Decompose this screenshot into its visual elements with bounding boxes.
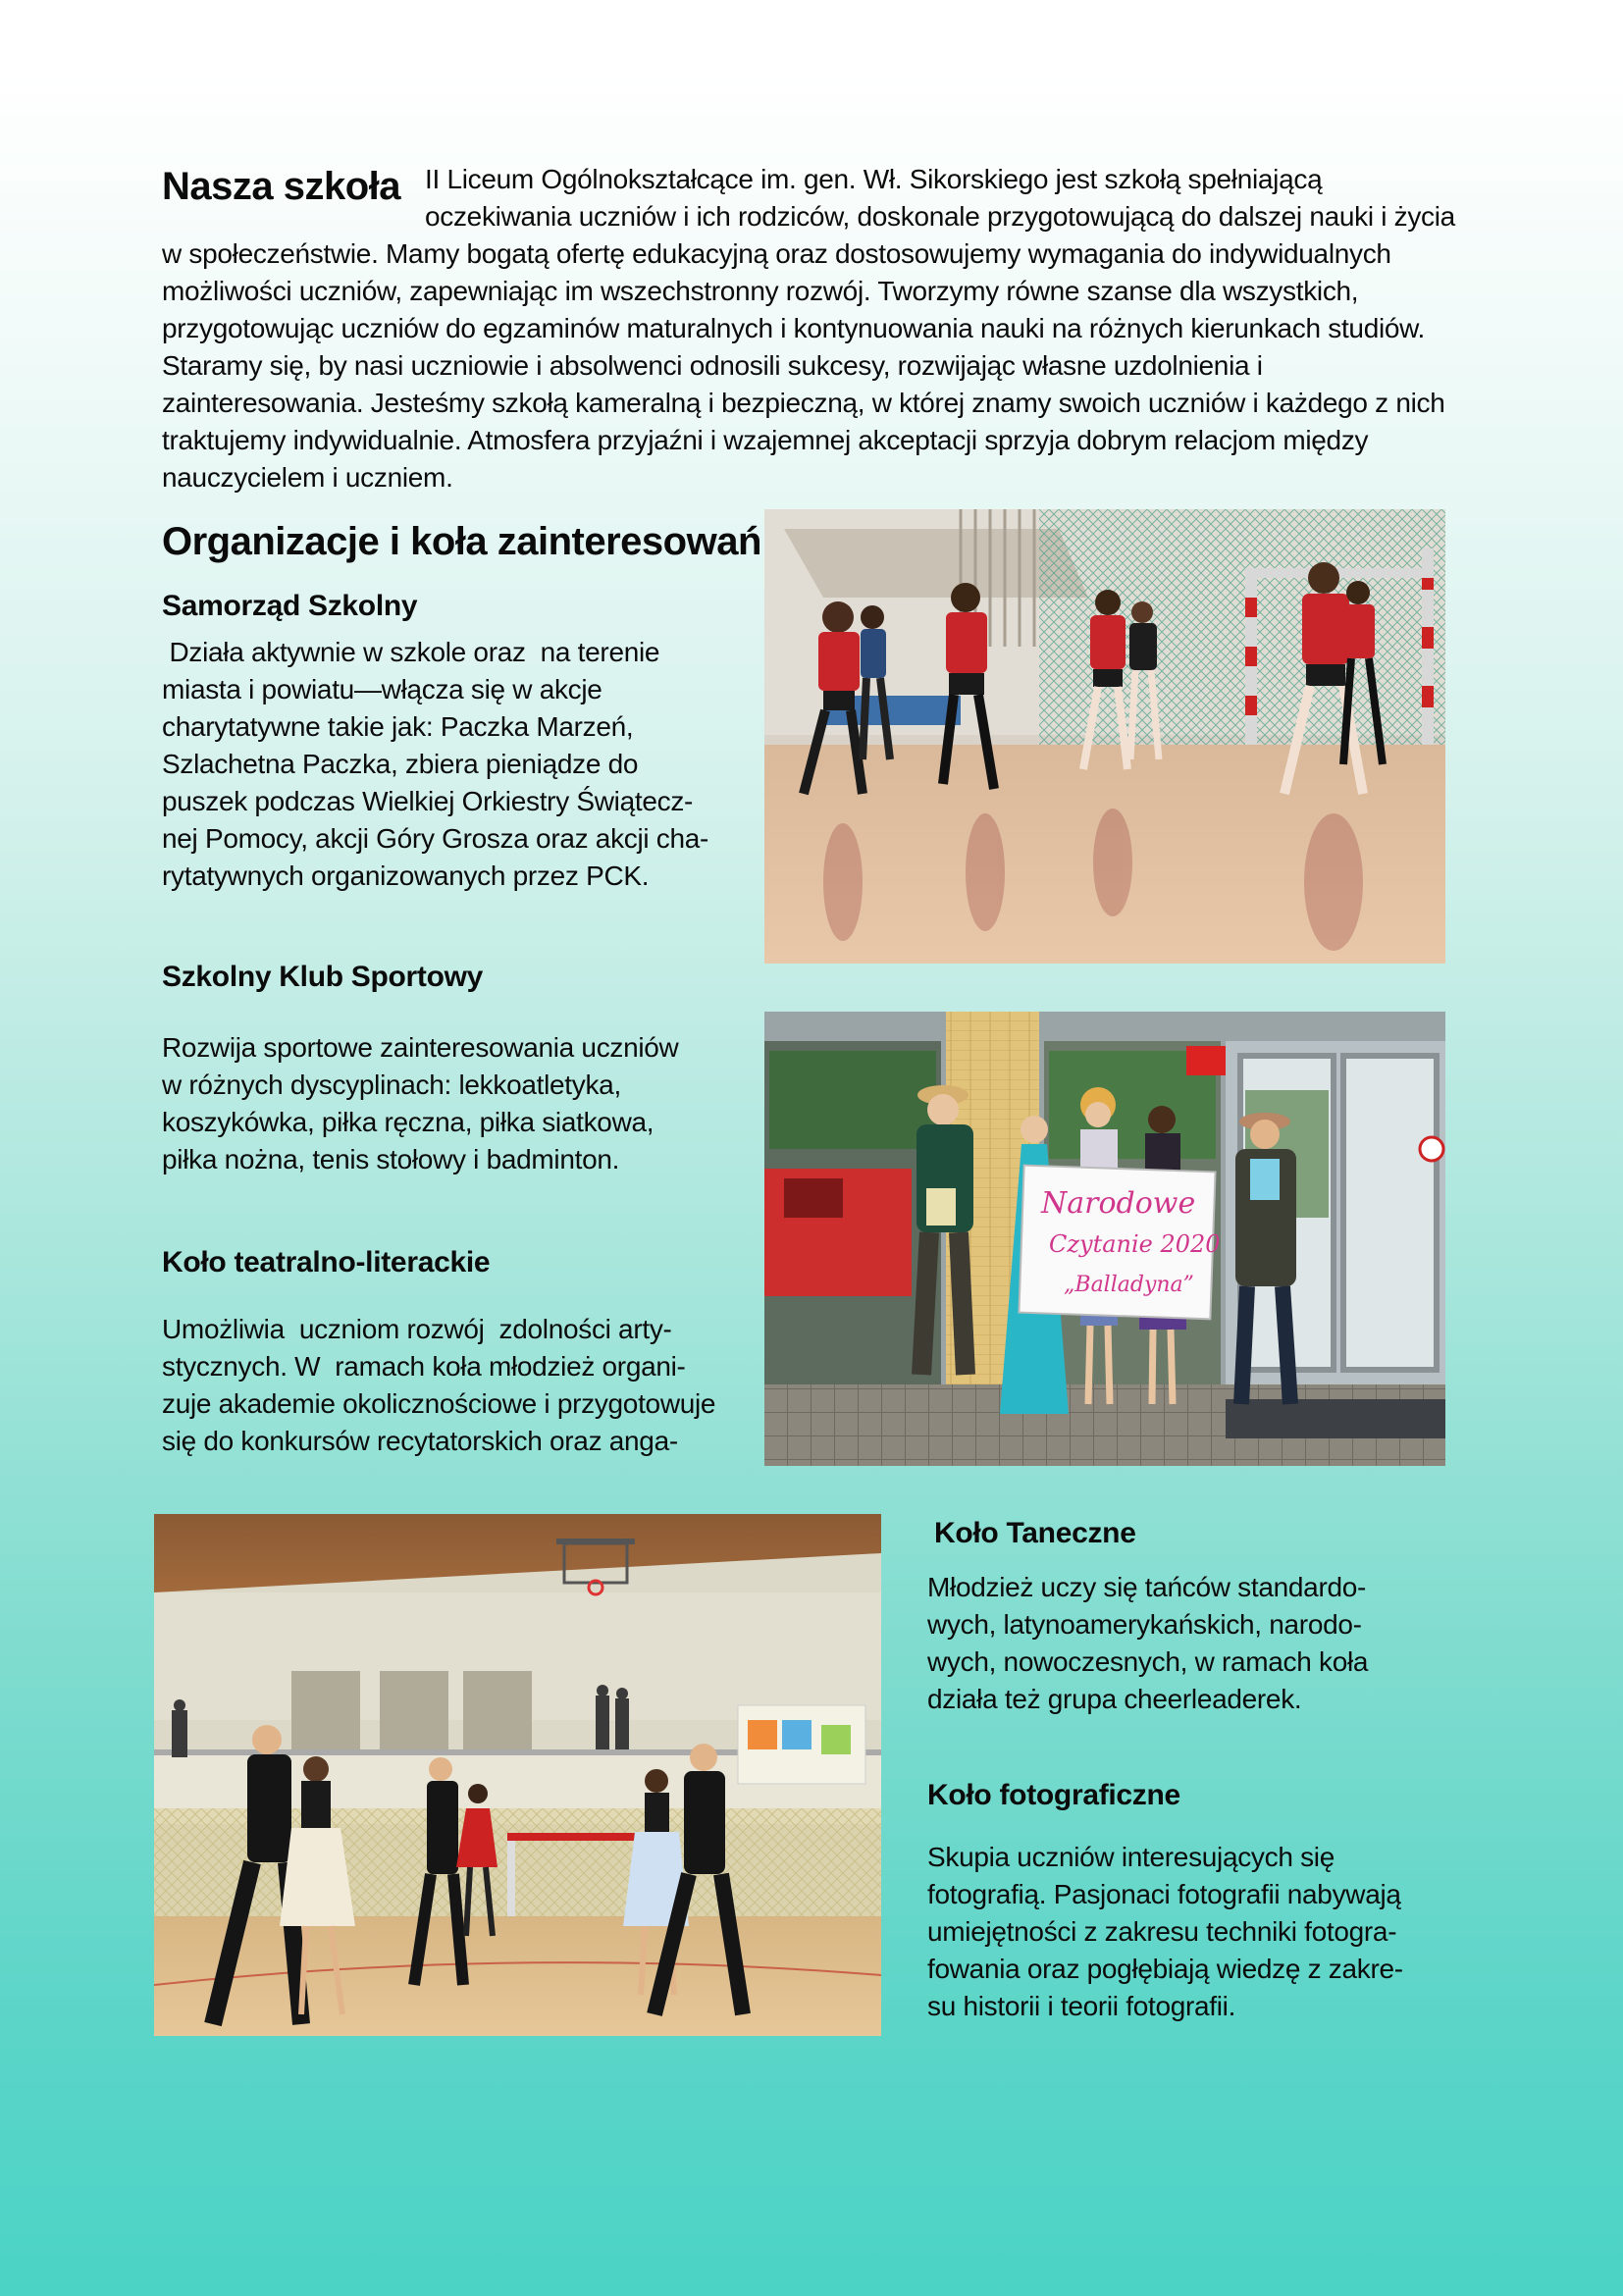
text-line: Szlachetna Paczka, zbiera pieniądze do <box>162 749 639 779</box>
text-line: wych, nowoczesnych, w ramach koła <box>927 1646 1369 1677</box>
text-line: charytatywne takie jak: Paczka Marzeń, <box>162 711 634 742</box>
intro-line: zainteresowania. Jesteśmy szkołą kameralną i bezpieczną, w której znamy swoich uczniów i każdego z nich <box>162 388 1445 418</box>
samorzad-text <box>162 634 708 895</box>
intro-line: II Liceum Ogólnokształcące im. gen. Wł. Sikorskiego jest szkołą spełniającą <box>425 164 1323 194</box>
text-line: su historii i teorii fotografii. <box>927 1991 1236 2021</box>
sign-line: Narodowe <box>1041 1186 1196 1221</box>
intro-line: przygotowując uczniów do egzaminów maturalnych i kontynuowania nauki na różnych kierunkach studiów. <box>162 313 1426 343</box>
text-line: puszek podczas Wielkiej Orkiestry Świątecz- <box>162 786 694 816</box>
text-line: stycznych. W ramach koła młodzież organi- <box>162 1351 686 1382</box>
sign-line: „Balladyna” <box>1064 1273 1194 1297</box>
text-line: w różnych dyscyplinach: lekkoatletyka, <box>162 1070 621 1100</box>
text-line: Umożliwia uczniom rozwój zdolności arty- <box>162 1314 672 1344</box>
text-line: miasta i powiatu—włącza się w akcje <box>162 674 602 704</box>
samorzad-title: Samorząd Szkolny <box>162 590 418 622</box>
text-line: rytatywnych organizowanych przez PCK. <box>162 861 650 891</box>
handball-photo <box>764 509 1445 964</box>
text-line: Działa aktywnie w szkole oraz na terenie <box>162 637 660 667</box>
text-line: piłka nożna, tenis stołowy i badminton. <box>162 1144 620 1174</box>
text-line: się do konkursów recytatorskich oraz anga- <box>162 1426 678 1456</box>
intro-line: Staramy się, by nasi uczniowie i absolwenci odnosili sukcesy, rozwijając własne uzdolnienia i <box>162 350 1263 381</box>
dance-photo <box>154 1514 881 2036</box>
intro-line: nauczycielem i uczniem. <box>162 462 453 493</box>
sport-title: Szkolny Klub Sportowy <box>162 961 484 993</box>
teatr-text <box>162 1311 715 1460</box>
intro-line: traktujemy indywidualnie. Atmosfera przyjaźni i wzajemnej akceptacji sprzyja dobrym relacjom między <box>162 425 1369 455</box>
text-line: fowania oraz pogłębiają wiedzę z zakre- <box>927 1954 1403 1984</box>
foto-title: Koło fotograficzne <box>927 1779 1180 1811</box>
intro-heading: Nasza szkoła <box>162 165 401 208</box>
text-line: Rozwija sportowe zainteresowania uczniów <box>162 1032 679 1063</box>
foto-text <box>927 1839 1403 2025</box>
taniec-text <box>927 1569 1368 1718</box>
intro-line: możliwości uczniów, zapewniając im wszechstronny rozwój. Tworzymy równe szanse dla wszystkich, <box>162 276 1359 306</box>
text-line: nej Pomocy, akcji Góry Grosza oraz akcji cha- <box>162 823 709 854</box>
national-reading-photo <box>764 1012 1445 1466</box>
text-line: zuje akademie okolicznościowe i przygotowuje <box>162 1388 716 1419</box>
text-line: umiejętności z zakresu techniki fotogra- <box>927 1916 1397 1947</box>
text-line: Młodzież uczy się tańców standardo- <box>927 1572 1367 1602</box>
intro-line: w społeczeństwie. Mamy bogatą ofertę edukacyjną oraz dostosowujemy wymagania do indywidualnych <box>162 238 1391 269</box>
text-line: fotografią. Pasjonaci fotografii nabywają <box>927 1879 1401 1909</box>
taniec-title: Koło Taneczne <box>934 1517 1136 1549</box>
sport-text <box>162 1029 678 1178</box>
text-line: Skupia uczniów interesujących się <box>927 1842 1335 1872</box>
text-line: koszykówka, piłka ręczna, piłka siatkowa, <box>162 1107 654 1137</box>
teatr-title: Koło teatralno-literackie <box>162 1246 491 1278</box>
sign-line: Czytanie 2020 <box>1049 1230 1221 1258</box>
organizations-heading: Organizacje i koła zainteresowań <box>162 520 761 563</box>
text-line: działa też grupa cheerleaderek. <box>927 1684 1302 1714</box>
text-line: wych, latynoamerykańskich, narodo- <box>927 1609 1362 1640</box>
intro-line: oczekiwania uczniów i ich rodziców, doskonale przygotowującą do dalszej nauki i życia <box>425 201 1455 232</box>
